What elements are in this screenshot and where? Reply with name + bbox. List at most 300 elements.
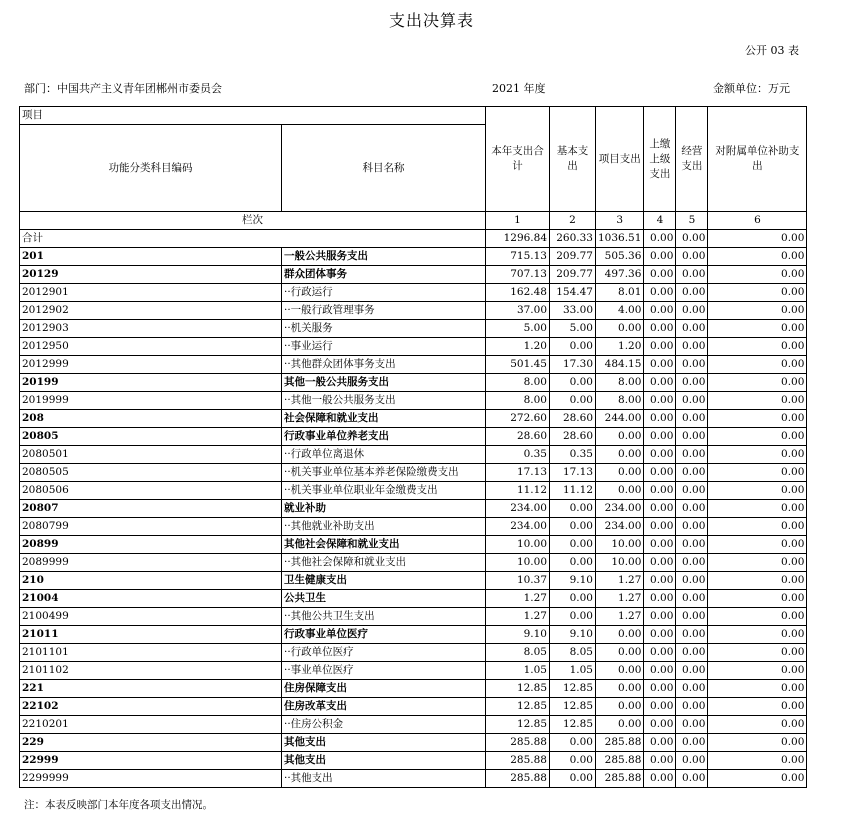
row-project-cell: 1036.51 bbox=[596, 230, 644, 248]
row-basic-cell: 0.00 bbox=[550, 608, 596, 626]
table-row bbox=[20, 392, 807, 410]
row-project-cell: 4.00 bbox=[596, 302, 644, 320]
row-subsidy-cell: 0.00 bbox=[708, 338, 807, 356]
row-business-cell: 0.00 bbox=[676, 734, 708, 752]
row-business-cell: 0.00 bbox=[676, 356, 708, 374]
row-upper-cell: 0.00 bbox=[644, 644, 676, 662]
row-subsidy-cell: 0.00 bbox=[708, 446, 807, 464]
row-subsidy-cell: 0.00 bbox=[708, 464, 807, 482]
row-upper-cell: 0.00 bbox=[644, 734, 676, 752]
table-row bbox=[20, 302, 807, 320]
row-basic-cell: 0.00 bbox=[550, 392, 596, 410]
row-code-cell: 2012950 bbox=[20, 338, 282, 356]
row-business-cell: 0.00 bbox=[676, 284, 708, 302]
row-upper-cell: 0.00 bbox=[644, 500, 676, 518]
row-business-cell: 0.00 bbox=[676, 266, 708, 284]
row-project-cell: 1.27 bbox=[596, 572, 644, 590]
row-project-cell: 0.00 bbox=[596, 464, 644, 482]
row-basic-cell: 0.00 bbox=[550, 770, 596, 788]
table-row bbox=[20, 500, 807, 518]
row-total-cell: 12.85 bbox=[486, 698, 550, 716]
row-upper-cell: 0.00 bbox=[644, 518, 676, 536]
form-number: 公开 03 表 bbox=[745, 44, 799, 57]
row-code-cell: 2080505 bbox=[20, 464, 282, 482]
row-name-cell: 住房改革支出 bbox=[282, 698, 486, 716]
row-project-cell: 234.00 bbox=[596, 500, 644, 518]
row-name-cell: ··其他群众团体事务支出 bbox=[282, 356, 486, 374]
row-code-cell: 22102 bbox=[20, 698, 282, 716]
row-total-cell: 12.85 bbox=[486, 716, 550, 734]
row-upper-cell: 0.00 bbox=[644, 680, 676, 698]
row-total-cell: 8.05 bbox=[486, 644, 550, 662]
row-subsidy-cell: 0.00 bbox=[708, 734, 807, 752]
row-total-cell: 272.60 bbox=[486, 410, 550, 428]
row-total-cell: 8.00 bbox=[486, 392, 550, 410]
row-total-cell: 11.12 bbox=[486, 482, 550, 500]
row-subsidy-cell: 0.00 bbox=[708, 572, 807, 590]
row-code-cell: 20129 bbox=[20, 266, 282, 284]
row-total-cell: 715.13 bbox=[486, 248, 550, 266]
row-project-cell: 0.00 bbox=[596, 428, 644, 446]
row-business-cell: 0.00 bbox=[676, 680, 708, 698]
expenditure-table bbox=[19, 106, 807, 788]
row-business-cell: 0.00 bbox=[676, 770, 708, 788]
row-name-cell: ··一般行政管理事务 bbox=[282, 302, 486, 320]
row-code-cell: 20807 bbox=[20, 500, 282, 518]
header-business: 经营支出 bbox=[676, 107, 708, 212]
table-row bbox=[20, 644, 807, 662]
row-business-cell: 0.00 bbox=[676, 482, 708, 500]
row-basic-cell: 0.00 bbox=[550, 554, 596, 572]
row-basic-cell: 28.60 bbox=[550, 410, 596, 428]
header-total: 本年支出合计 bbox=[486, 107, 550, 212]
row-name-cell: ··行政运行 bbox=[282, 284, 486, 302]
row-subsidy-cell: 0.00 bbox=[708, 428, 807, 446]
row-name-cell: 群众团体事务 bbox=[282, 266, 486, 284]
table-row bbox=[20, 356, 807, 374]
row-name-cell: ··其他公共卫生支出 bbox=[282, 608, 486, 626]
table-row bbox=[20, 752, 807, 770]
table-row bbox=[20, 554, 807, 572]
row-name-cell: ··机关事业单位基本养老保险缴费支出 bbox=[282, 464, 486, 482]
row-upper-cell: 0.00 bbox=[644, 374, 676, 392]
row-upper-cell: 0.00 bbox=[644, 338, 676, 356]
header-subsidy: 对附属单位补助支出 bbox=[708, 107, 807, 212]
row-code-cell: 2299999 bbox=[20, 770, 282, 788]
row-project-cell: 285.88 bbox=[596, 734, 644, 752]
row-total-cell: 285.88 bbox=[486, 770, 550, 788]
row-basic-cell: 1.05 bbox=[550, 662, 596, 680]
row-basic-cell: 209.77 bbox=[550, 248, 596, 266]
fiscal-year: 2021 年度 bbox=[492, 82, 546, 95]
row-name-cell: ··事业运行 bbox=[282, 338, 486, 356]
row-basic-cell: 17.30 bbox=[550, 356, 596, 374]
row-business-cell: 0.00 bbox=[676, 302, 708, 320]
row-project-cell: 0.00 bbox=[596, 626, 644, 644]
table-row bbox=[20, 464, 807, 482]
row-business-cell: 0.00 bbox=[676, 428, 708, 446]
row-code-cell: 21004 bbox=[20, 590, 282, 608]
row-basic-cell: 12.85 bbox=[550, 716, 596, 734]
row-name-cell: 其他社会保障和就业支出 bbox=[282, 536, 486, 554]
index-3: 3 bbox=[596, 212, 644, 230]
index-6: 6 bbox=[708, 212, 807, 230]
table-row bbox=[20, 662, 807, 680]
row-upper-cell: 0.00 bbox=[644, 320, 676, 338]
row-subsidy-cell: 0.00 bbox=[708, 248, 807, 266]
row-code-cell: 210 bbox=[20, 572, 282, 590]
row-business-cell: 0.00 bbox=[676, 644, 708, 662]
row-name-cell: ··事业单位医疗 bbox=[282, 662, 486, 680]
row-total-cell: 234.00 bbox=[486, 500, 550, 518]
header-row-index bbox=[20, 212, 807, 230]
row-upper-cell: 0.00 bbox=[644, 626, 676, 644]
index-4: 4 bbox=[644, 212, 676, 230]
row-upper-cell: 0.00 bbox=[644, 770, 676, 788]
row-project-cell: 10.00 bbox=[596, 536, 644, 554]
row-basic-cell: 9.10 bbox=[550, 572, 596, 590]
row-subsidy-cell: 0.00 bbox=[708, 752, 807, 770]
row-code-cell: 2019999 bbox=[20, 392, 282, 410]
table-row bbox=[20, 698, 807, 716]
row-name-cell: 一般公共服务支出 bbox=[282, 248, 486, 266]
row-code-cell: 21011 bbox=[20, 626, 282, 644]
header-upper: 上缴上级支出 bbox=[644, 107, 676, 212]
row-basic-cell: 0.35 bbox=[550, 446, 596, 464]
table-row bbox=[20, 410, 807, 428]
row-basic-cell: 12.85 bbox=[550, 698, 596, 716]
row-subsidy-cell: 0.00 bbox=[708, 662, 807, 680]
table-row bbox=[20, 482, 807, 500]
row-project-cell: 234.00 bbox=[596, 518, 644, 536]
row-code-cell: 221 bbox=[20, 680, 282, 698]
row-upper-cell: 0.00 bbox=[644, 608, 676, 626]
row-code-cell: 2089999 bbox=[20, 554, 282, 572]
row-subsidy-cell: 0.00 bbox=[708, 356, 807, 374]
row-total-cell: 10.37 bbox=[486, 572, 550, 590]
row-business-cell: 0.00 bbox=[676, 392, 708, 410]
row-name-cell: 行政事业单位医疗 bbox=[282, 626, 486, 644]
row-code-cell: 20805 bbox=[20, 428, 282, 446]
row-code-cell: 2080506 bbox=[20, 482, 282, 500]
row-total-cell: 285.88 bbox=[486, 752, 550, 770]
header-code: 功能分类科目编码 bbox=[20, 125, 282, 212]
row-project-cell: 0.00 bbox=[596, 644, 644, 662]
row-subsidy-cell: 0.00 bbox=[708, 680, 807, 698]
row-name-cell: ··其他社会保障和就业支出 bbox=[282, 554, 486, 572]
row-name-cell: 就业补助 bbox=[282, 500, 486, 518]
index-1: 1 bbox=[486, 212, 550, 230]
table-row bbox=[20, 536, 807, 554]
row-business-cell: 0.00 bbox=[676, 374, 708, 392]
row-subsidy-cell: 0.00 bbox=[708, 284, 807, 302]
row-name-cell: 其他支出 bbox=[282, 734, 486, 752]
row-name-cell: ··行政单位医疗 bbox=[282, 644, 486, 662]
row-business-cell: 0.00 bbox=[676, 536, 708, 554]
row-total-cell: 8.00 bbox=[486, 374, 550, 392]
row-upper-cell: 0.00 bbox=[644, 428, 676, 446]
row-name-cell: ··机关服务 bbox=[282, 320, 486, 338]
row-code-cell: 208 bbox=[20, 410, 282, 428]
row-total-cell: 1296.84 bbox=[486, 230, 550, 248]
row-total-cell: 1.20 bbox=[486, 338, 550, 356]
row-code-cell: 2080501 bbox=[20, 446, 282, 464]
row-code-cell: 229 bbox=[20, 734, 282, 752]
table-row bbox=[20, 770, 807, 788]
table-row bbox=[20, 572, 807, 590]
row-code-cell: 2101102 bbox=[20, 662, 282, 680]
row-project-cell: 285.88 bbox=[596, 770, 644, 788]
index-5: 5 bbox=[676, 212, 708, 230]
row-upper-cell: 0.00 bbox=[644, 482, 676, 500]
row-basic-cell: 28.60 bbox=[550, 428, 596, 446]
row-project-cell: 244.00 bbox=[596, 410, 644, 428]
row-project-cell: 1.20 bbox=[596, 338, 644, 356]
row-upper-cell: 0.00 bbox=[644, 266, 676, 284]
row-name-cell: ··其他支出 bbox=[282, 770, 486, 788]
row-project-cell: 1.27 bbox=[596, 608, 644, 626]
row-subsidy-cell: 0.00 bbox=[708, 374, 807, 392]
row-name-cell: 公共卫生 bbox=[282, 590, 486, 608]
row-business-cell: 0.00 bbox=[676, 518, 708, 536]
row-basic-cell: 0.00 bbox=[550, 536, 596, 554]
row-project-cell: 8.00 bbox=[596, 374, 644, 392]
row-basic-cell: 0.00 bbox=[550, 518, 596, 536]
row-subsidy-cell: 0.00 bbox=[708, 770, 807, 788]
row-subsidy-cell: 0.00 bbox=[708, 500, 807, 518]
row-basic-cell: 0.00 bbox=[550, 752, 596, 770]
row-subsidy-cell: 0.00 bbox=[708, 266, 807, 284]
header-row-item bbox=[20, 107, 807, 125]
row-upper-cell: 0.00 bbox=[644, 590, 676, 608]
row-basic-cell: 0.00 bbox=[550, 500, 596, 518]
row-basic-cell: 9.10 bbox=[550, 626, 596, 644]
table-row bbox=[20, 374, 807, 392]
row-basic-cell: 0.00 bbox=[550, 734, 596, 752]
row-total-cell: 1.05 bbox=[486, 662, 550, 680]
index-2: 2 bbox=[550, 212, 596, 230]
row-project-cell: 0.00 bbox=[596, 698, 644, 716]
row-subsidy-cell: 0.00 bbox=[708, 536, 807, 554]
row-project-cell: 0.00 bbox=[596, 446, 644, 464]
row-name-cell: ··其他一般公共服务支出 bbox=[282, 392, 486, 410]
row-subsidy-cell: 0.00 bbox=[708, 626, 807, 644]
row-total-cell: 12.85 bbox=[486, 680, 550, 698]
row-basic-cell: 8.05 bbox=[550, 644, 596, 662]
row-code-cell: 2012999 bbox=[20, 356, 282, 374]
row-basic-cell: 260.33 bbox=[550, 230, 596, 248]
header-lanci: 栏次 bbox=[20, 212, 486, 230]
row-total-cell: 0.35 bbox=[486, 446, 550, 464]
row-basic-cell: 5.00 bbox=[550, 320, 596, 338]
row-name-cell: 行政事业单位养老支出 bbox=[282, 428, 486, 446]
row-business-cell: 0.00 bbox=[676, 230, 708, 248]
header-project: 项目支出 bbox=[596, 107, 644, 212]
row-business-cell: 0.00 bbox=[676, 554, 708, 572]
row-subsidy-cell: 0.00 bbox=[708, 518, 807, 536]
row-project-cell: 505.36 bbox=[596, 248, 644, 266]
row-business-cell: 0.00 bbox=[676, 608, 708, 626]
row-total-cell: 1.27 bbox=[486, 608, 550, 626]
row-name-cell: ··其他就业补助支出 bbox=[282, 518, 486, 536]
row-project-cell: 0.00 bbox=[596, 662, 644, 680]
row-upper-cell: 0.00 bbox=[644, 554, 676, 572]
row-code-cell: 20899 bbox=[20, 536, 282, 554]
row-basic-cell: 33.00 bbox=[550, 302, 596, 320]
row-code-cell: 2080799 bbox=[20, 518, 282, 536]
row-business-cell: 0.00 bbox=[676, 698, 708, 716]
row-business-cell: 0.00 bbox=[676, 626, 708, 644]
row-total-cell: 28.60 bbox=[486, 428, 550, 446]
row-code-cell: 20199 bbox=[20, 374, 282, 392]
row-upper-cell: 0.00 bbox=[644, 230, 676, 248]
row-project-cell: 0.00 bbox=[596, 482, 644, 500]
header-basic: 基本支出 bbox=[550, 107, 596, 212]
row-code-cell: 2012902 bbox=[20, 302, 282, 320]
table-row bbox=[20, 230, 807, 248]
row-upper-cell: 0.00 bbox=[644, 698, 676, 716]
row-basic-cell: 209.77 bbox=[550, 266, 596, 284]
row-subsidy-cell: 0.00 bbox=[708, 554, 807, 572]
page-title: 支出决算表 bbox=[388, 11, 474, 30]
row-project-cell: 0.00 bbox=[596, 680, 644, 698]
table-row bbox=[20, 680, 807, 698]
row-business-cell: 0.00 bbox=[676, 500, 708, 518]
row-total-cell: 162.48 bbox=[486, 284, 550, 302]
table-row bbox=[20, 518, 807, 536]
row-project-cell: 8.01 bbox=[596, 284, 644, 302]
row-total-cell: 234.00 bbox=[486, 518, 550, 536]
table-row bbox=[20, 716, 807, 734]
row-name-cell: ··行政单位离退休 bbox=[282, 446, 486, 464]
row-subsidy-cell: 0.00 bbox=[708, 608, 807, 626]
table-row bbox=[20, 284, 807, 302]
table-row bbox=[20, 446, 807, 464]
row-upper-cell: 0.00 bbox=[644, 284, 676, 302]
row-upper-cell: 0.00 bbox=[644, 536, 676, 554]
row-code-cell: 2101101 bbox=[20, 644, 282, 662]
table-row bbox=[20, 590, 807, 608]
row-basic-cell: 0.00 bbox=[550, 374, 596, 392]
row-code-cell: 2210201 bbox=[20, 716, 282, 734]
footnote: 注：本表反映部门本年度各项支出情况。 bbox=[24, 799, 213, 811]
row-project-cell: 10.00 bbox=[596, 554, 644, 572]
row-subsidy-cell: 0.00 bbox=[708, 716, 807, 734]
row-basic-cell: 11.12 bbox=[550, 482, 596, 500]
table-body bbox=[20, 107, 807, 788]
table-row bbox=[20, 338, 807, 356]
row-name-cell: 其他一般公共服务支出 bbox=[282, 374, 486, 392]
row-subsidy-cell: 0.00 bbox=[708, 698, 807, 716]
row-name-cell: 住房保障支出 bbox=[282, 680, 486, 698]
table-row bbox=[20, 266, 807, 284]
row-subsidy-cell: 0.00 bbox=[708, 410, 807, 428]
row-total-cell: 707.13 bbox=[486, 266, 550, 284]
amount-unit: 金额单位：万元 bbox=[713, 82, 790, 95]
row-name-cell: 社会保障和就业支出 bbox=[282, 410, 486, 428]
row-upper-cell: 0.00 bbox=[644, 464, 676, 482]
row-basic-cell: 154.47 bbox=[550, 284, 596, 302]
table-row bbox=[20, 734, 807, 752]
table-row bbox=[20, 608, 807, 626]
row-project-cell: 0.00 bbox=[596, 716, 644, 734]
row-total-cell: 17.13 bbox=[486, 464, 550, 482]
row-basic-cell: 12.85 bbox=[550, 680, 596, 698]
table-row bbox=[20, 626, 807, 644]
table-row bbox=[20, 248, 807, 266]
row-business-cell: 0.00 bbox=[676, 662, 708, 680]
row-business-cell: 0.00 bbox=[676, 338, 708, 356]
row-project-cell: 8.00 bbox=[596, 392, 644, 410]
row-upper-cell: 0.00 bbox=[644, 302, 676, 320]
row-code-cell: 合计 bbox=[20, 230, 486, 248]
row-total-cell: 501.45 bbox=[486, 356, 550, 374]
row-upper-cell: 0.00 bbox=[644, 752, 676, 770]
row-upper-cell: 0.00 bbox=[644, 662, 676, 680]
row-business-cell: 0.00 bbox=[676, 248, 708, 266]
row-total-cell: 37.00 bbox=[486, 302, 550, 320]
row-total-cell: 5.00 bbox=[486, 320, 550, 338]
row-upper-cell: 0.00 bbox=[644, 410, 676, 428]
row-code-cell: 201 bbox=[20, 248, 282, 266]
row-basic-cell: 0.00 bbox=[550, 338, 596, 356]
row-basic-cell: 17.13 bbox=[550, 464, 596, 482]
row-upper-cell: 0.00 bbox=[644, 248, 676, 266]
row-code-cell: 2100499 bbox=[20, 608, 282, 626]
row-subsidy-cell: 0.00 bbox=[708, 392, 807, 410]
row-name-cell: 其他支出 bbox=[282, 752, 486, 770]
row-subsidy-cell: 0.00 bbox=[708, 590, 807, 608]
table-row bbox=[20, 428, 807, 446]
row-subsidy-cell: 0.00 bbox=[708, 320, 807, 338]
row-business-cell: 0.00 bbox=[676, 320, 708, 338]
row-name-cell: ··机关事业单位职业年金缴费支出 bbox=[282, 482, 486, 500]
row-upper-cell: 0.00 bbox=[644, 446, 676, 464]
row-code-cell: 2012903 bbox=[20, 320, 282, 338]
header-name: 科目名称 bbox=[282, 125, 486, 212]
row-business-cell: 0.00 bbox=[676, 464, 708, 482]
row-business-cell: 0.00 bbox=[676, 590, 708, 608]
row-upper-cell: 0.00 bbox=[644, 716, 676, 734]
row-total-cell: 285.88 bbox=[486, 734, 550, 752]
row-code-cell: 22999 bbox=[20, 752, 282, 770]
row-project-cell: 285.88 bbox=[596, 752, 644, 770]
row-name-cell: ··住房公积金 bbox=[282, 716, 486, 734]
row-project-cell: 497.36 bbox=[596, 266, 644, 284]
row-total-cell: 10.00 bbox=[486, 554, 550, 572]
row-project-cell: 0.00 bbox=[596, 320, 644, 338]
row-upper-cell: 0.00 bbox=[644, 356, 676, 374]
row-business-cell: 0.00 bbox=[676, 716, 708, 734]
row-business-cell: 0.00 bbox=[676, 410, 708, 428]
row-total-cell: 1.27 bbox=[486, 590, 550, 608]
row-name-cell: 卫生健康支出 bbox=[282, 572, 486, 590]
row-basic-cell: 0.00 bbox=[550, 590, 596, 608]
table-row bbox=[20, 320, 807, 338]
department-label: 部门：中国共产主义青年团郴州市委员会 bbox=[24, 82, 222, 95]
row-upper-cell: 0.00 bbox=[644, 572, 676, 590]
row-business-cell: 0.00 bbox=[676, 446, 708, 464]
row-subsidy-cell: 0.00 bbox=[708, 644, 807, 662]
row-business-cell: 0.00 bbox=[676, 572, 708, 590]
row-subsidy-cell: 0.00 bbox=[708, 482, 807, 500]
row-code-cell: 2012901 bbox=[20, 284, 282, 302]
row-upper-cell: 0.00 bbox=[644, 392, 676, 410]
row-project-cell: 484.15 bbox=[596, 356, 644, 374]
row-total-cell: 10.00 bbox=[486, 536, 550, 554]
header-item: 项目 bbox=[20, 107, 486, 125]
row-subsidy-cell: 0.00 bbox=[708, 230, 807, 248]
